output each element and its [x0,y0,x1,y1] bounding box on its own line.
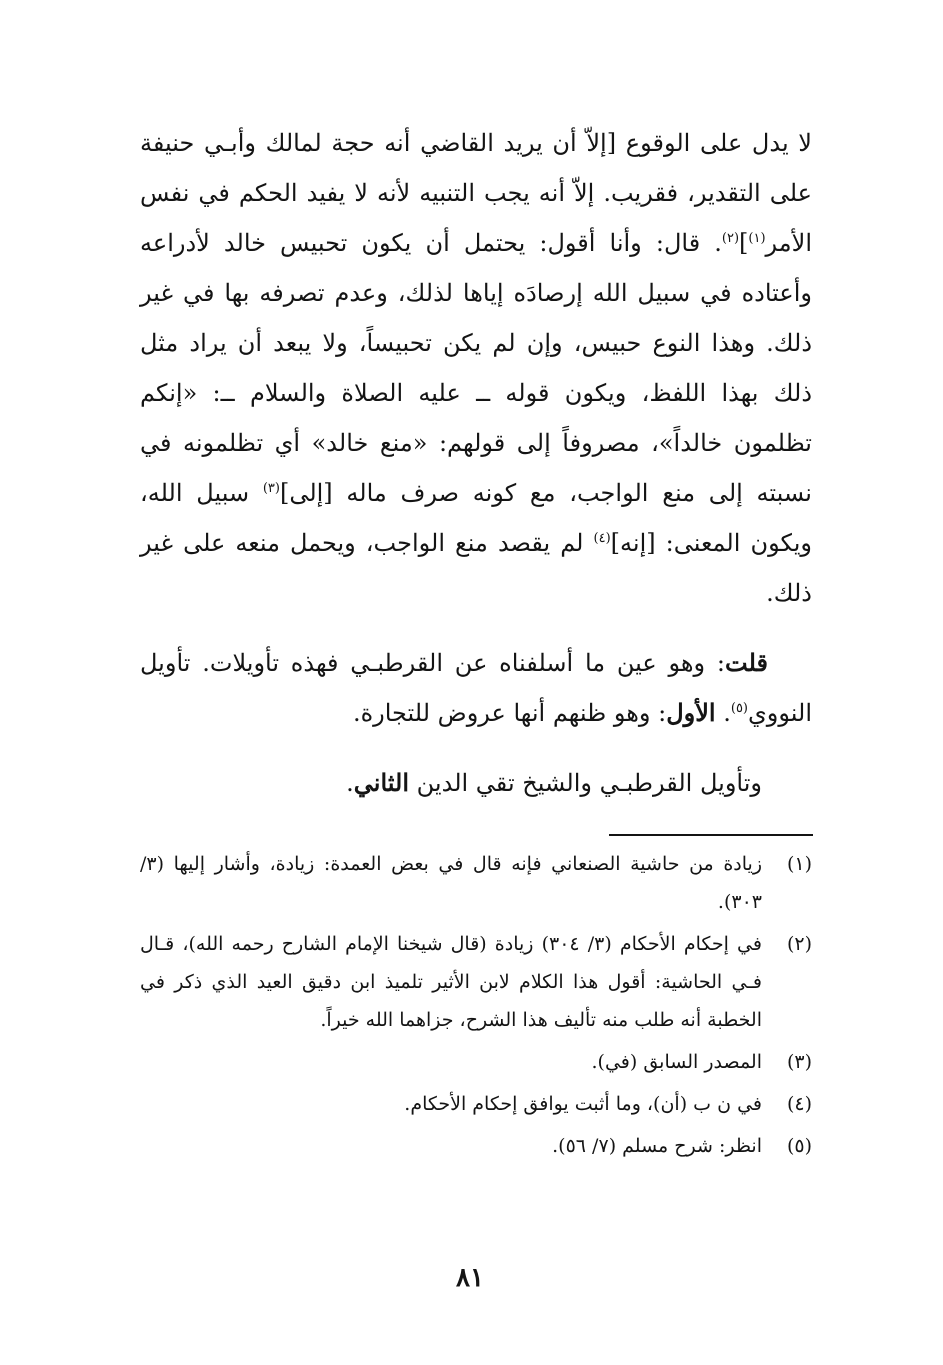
footnote-item [140,1127,812,1165]
paragraph-1 [140,118,812,618]
footnote-number: (٥) [786,1135,812,1157]
page-number: ٨١ [456,1263,484,1293]
text-run: : وهو ظنهم أنها عروض للتجارة. [352,699,667,727]
footnote-ref-5[interactable]: (٥) [730,701,748,716]
paragraph-2 [140,638,812,738]
main-text [140,118,812,808]
footnote-text: انظر: شرح مسلم (٧/ ٥٦). [552,1135,762,1157]
paragraph-3 [140,758,812,808]
footnote-item [140,845,812,921]
text-run: وتأويل القرطبـي والشيخ تقي الدين [409,769,762,797]
footnote-ref-1[interactable]: (١) [748,231,766,246]
footnote-text: زيادة من حاشية الصنعاني فإنه قال في بعض العمدة: زيادة، وأشار إليها (٣/ ٣٠٣). [140,853,762,913]
text-run: سبيل الله، ويكون المعنى: [إنه] [140,479,812,557]
text-run: لم يقصد منع الواجب، ويحمل منعه على غير ذلك. [140,529,812,607]
text-run: . [346,769,354,797]
footnote-number: (٤) [786,1093,812,1115]
footnote-number: (٣) [786,1051,812,1073]
bold-term: الأول [666,698,716,727]
footnote-text: في إحكام الأحكام (٣/ ٣٠٤) زيادة (قال شيخنا الإمام الشارح رحمه الله)، قـال فـي الحاشية: أقول هذا الكلام لابن الأثير تلميذ ابن دقيق العيد الذي ذكر في الخطبة أنه طلب منه تأليف هذا الشرح، جزاهما الله خيراً. [140,933,762,1031]
text-run: . قال: وأنا أقول: يحتمل أن يكون تحبيس خالد لأدراعه وأعتاده في سبيل الله إرصادَه إياها لذلك، وعدم تصرفه بها في غير ذلك. وهذا النوع حبيس، وإن لم يكن تحبيساً، ولا يبعد أن يراد مثل ذلك بهذا اللفظ، ويكون قوله ــ عليه الصلاة والسلام ــ: «إنكم تظلمون خالداً»، مصروفاً إلى قولهم: «منع خالد» أي تظلمونه في نسبته إلى منع الواجب، مع كونه صرف ماله [إلى] [140,229,812,507]
footnote-item [140,1085,812,1123]
text-run: ] [739,229,749,257]
footnote-ref-2[interactable]: (٢) [721,231,740,246]
footnote-text: المصدر السابق (في). [591,1051,762,1073]
footnote-separator [609,834,813,836]
footnotes [140,845,812,1169]
text-run: : وهو عين ما أسلفناه عن القرطبـي فهذه تأويلات. تأويل النووي [140,649,812,727]
footnote-number: (٢) [786,933,812,955]
text-run: لا يدل على الوقوع [إلاّ أن يريد القاضي أنه حجة لمالك وأبـي حنيفة على التقدير، فقريب. إلاّ أنه يجب التنبيه لأنه لا يفيد الحكم في نفس الأمر [140,129,812,257]
footnote-item [140,925,812,1039]
bold-term: الثاني [353,768,410,797]
bold-term: قلت [725,648,768,677]
footnote-number: (١) [786,853,812,875]
footnote-ref-3[interactable]: (٣) [262,481,280,496]
footnote-text: في ن ب (أن)، وما أثبت يوافق إحكام الأحكام. [404,1093,762,1115]
text-run: . [715,699,731,727]
footnote-item [140,1043,812,1081]
footnote-ref-4[interactable]: (٤) [593,531,611,546]
